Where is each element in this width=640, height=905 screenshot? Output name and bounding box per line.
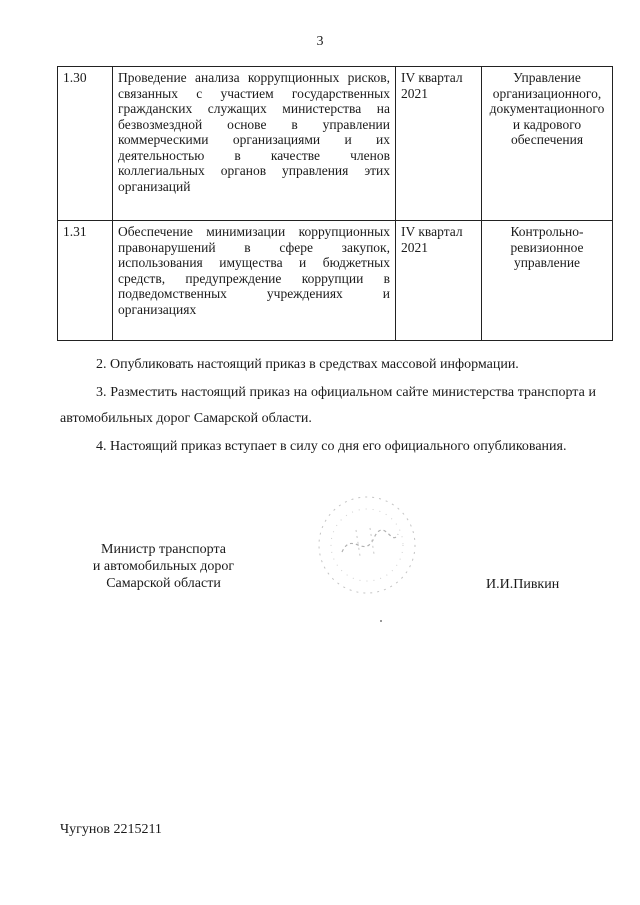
table-row: [58, 221, 613, 341]
measures-table: [57, 66, 613, 341]
faded-seal-stamp: [312, 490, 422, 600]
measure-description: Проведение анализа коррупционных рисков, связанных с участием государственных гражданских служащих министерства на безвозмездной основе в управлении коммерческими организациями и их деятельностью в качестве членов коллегиальных органов управления этих организаций: [113, 67, 396, 221]
measure-term: IV квартал 2021: [396, 67, 482, 221]
row-number: 1.31: [58, 221, 113, 341]
paragraph-website: 3. Разместить настоящий приказ на официальном сайте министерства транспорта и автомобильных дорог Самарской области.: [60, 385, 596, 426]
measure-term: IV квартал 2021: [396, 221, 482, 341]
signer-name: И.И.Пивкин: [486, 577, 560, 592]
signer-title-line: и автомобильных дорог: [92, 559, 235, 574]
signer-title-line: Самарской области: [106, 576, 221, 591]
signer-title: [76, 541, 251, 592]
table-row: [58, 67, 613, 221]
measure-responsible: Контрольно-ревизионное управление: [482, 221, 613, 341]
measure-description: Обеспечение минимизации коррупционных правонарушений в сфере закупок, использования имущества и бюджетных средств, предупреждение коррупции в подведомственных учреждениях и организациях: [113, 221, 396, 341]
executor-note: Чугунов 2215211: [60, 822, 162, 837]
signer-title-line: Министр транспорта: [101, 542, 226, 557]
page-number: 3: [316, 34, 324, 49]
paragraph-effective: 4. Настоящий приказ вступает в силу со дня его официального опубликования.: [96, 439, 567, 454]
scan-speck: [380, 620, 382, 622]
measure-responsible: Управление организационного, документационного и кадрового обеспечения: [482, 67, 613, 221]
paragraph-publish: 2. Опубликовать настоящий приказ в средствах массовой информации.: [96, 357, 519, 372]
row-number: 1.30: [58, 67, 113, 221]
